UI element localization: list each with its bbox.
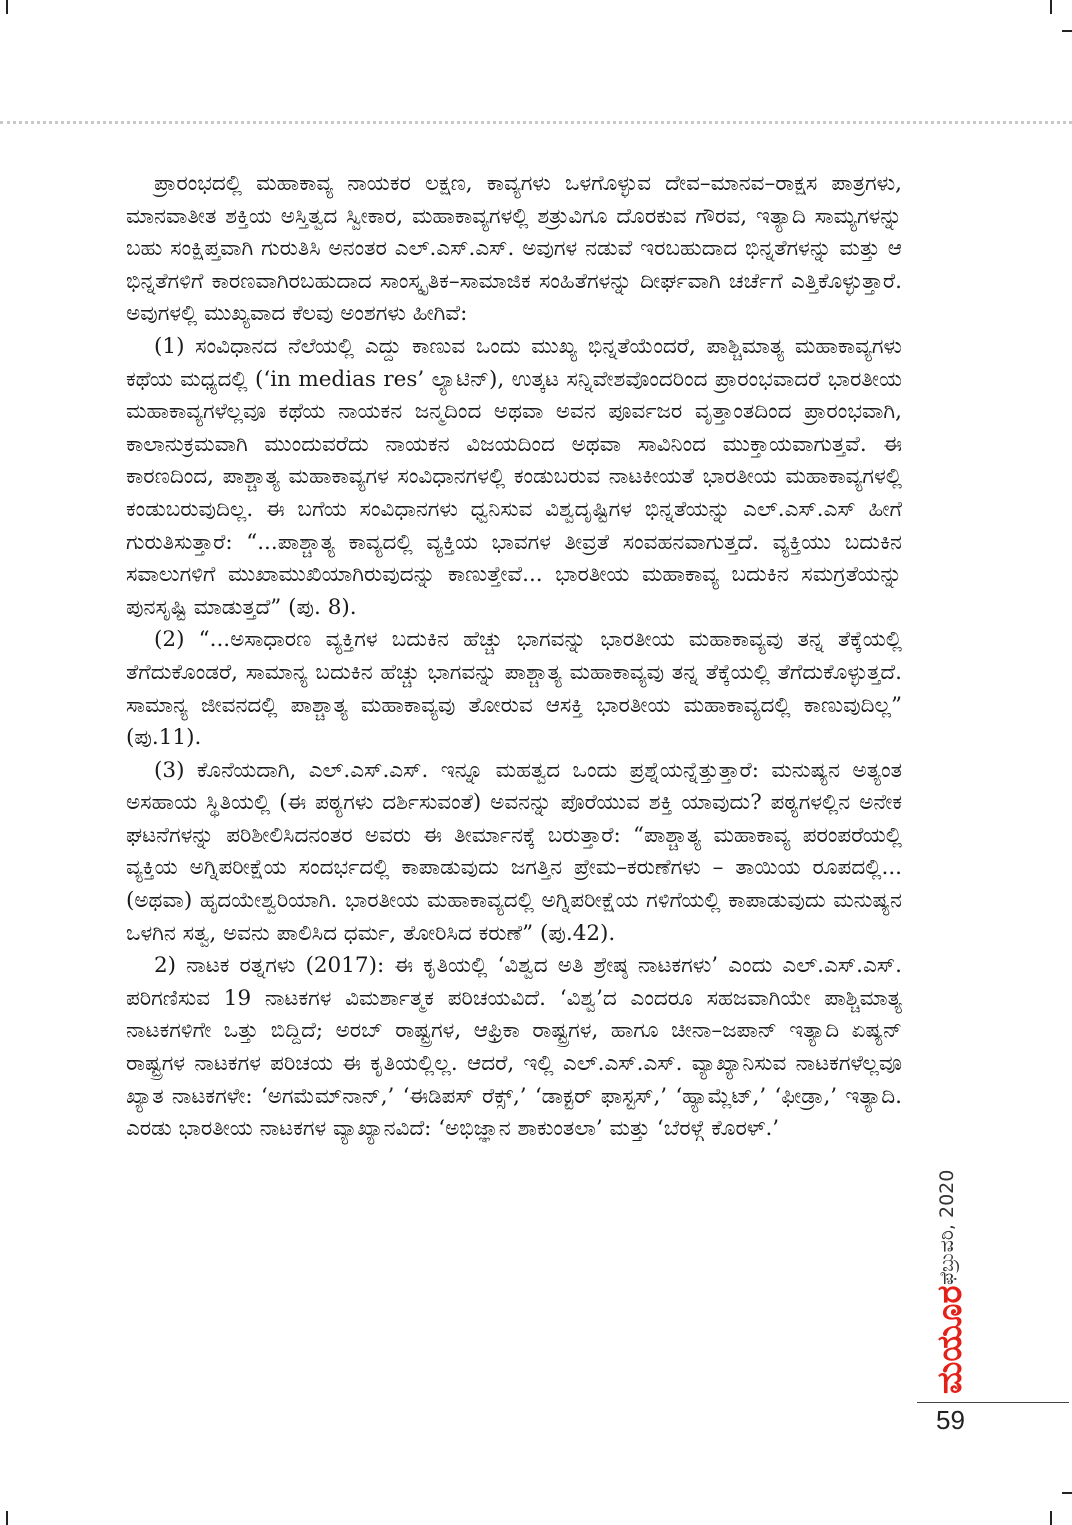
folio-rule: [917, 1402, 1069, 1403]
crop-mark-top-left: [6, 0, 8, 14]
paragraph-point-2: (2) “...ಅಸಾಧಾರಣ ವ್ಯಕ್ತಿಗಳ ಬದುಕಿನ ಹೆಚ್ಚು ಭಾಗವನ್ನು ಭಾರತೀಯ ಮಹಾಕಾವ್ಯವು ತನ್ನ ತೆಕ್ಕೆಯಲ್ಲಿ ತೆಗೆದುಕೊಂಡರೆ, ಸಾಮಾನ್ಯ ಬದುಕಿನ ಹೆಚ್ಚು ಭಾಗವನ್ನು ಪಾಶ್ಚಾತ್ಯ ಮಹಾಕಾವ್ಯವು ತನ್ನ ತೆಕ್ಕೆಯಲ್ಲಿ ತೆಗೆದುಕೊಳ್ಳುತ್ತದೆ. ಸಾಮಾನ್ಯ ಜೀವನದಲ್ಲಿ ಪಾಶ್ಚಾತ್ಯ ಮಹಾಕಾವ್ಯವು ತೋರುವ ಆಸಕ್ತಿ ಭಾರತೀಯ ಮಹಾಕಾವ್ಯದಲ್ಲಿ ಕಾಣುವುದಿಲ್ಲ” (ಪು.11).: [126, 627, 902, 751]
crop-mark-top-right: [1050, 0, 1052, 14]
page-number: 59: [936, 1405, 965, 1435]
issue-date: ಫೆಬ್ರುವರಿ, 2020: [936, 1169, 958, 1285]
paragraph-point-1: (1) ಸಂವಿಧಾನದ ನೆಲೆಯಲ್ಲಿ ಎದ್ದು ಕಾಣುವ ಒಂದು ಮುಖ್ಯ ಭಿನ್ನತೆಯೆಂದರೆ, ಪಾಶ್ಚಿಮಾತ್ಯ ಮಹಾಕಾವ್ಯಗಳು ಕಥೆಯ ಮಧ್ಯದಲ್ಲಿ (‘in medias res’ ಲ್ಯಾಟಿನ್), ಉತ್ಕಟ ಸನ್ನಿವೇಶವೊಂದರಿಂದ ಪ್ರಾರಂಭವಾದರೆ ಭಾರತೀಯ ಮಹಾಕಾವ್ಯಗಳೆಲ್ಲವೂ ಕಥೆಯ ನಾಯಕನ ಜನ್ಮದಿಂದ ಅಥವಾ ಅವನ ಪೂರ್ವಜರ ವೃತ್ತಾಂತದಿಂದ ಪ್ರಾರಂಭವಾಗಿ, ಕಾಲಾನುಕ್ರಮವಾಗಿ ಮುಂದುವರೆದು ನಾಯಕನ ವಿಜಯದಿಂದ ಅಥವಾ ಸಾವಿನಿಂದ ಮುಕ್ತಾಯವಾಗುತ್ತವೆ. ಈ ಕಾರಣದಿಂದ, ಪಾಶ್ಚಾತ್ಯ ಮಹಾಕಾವ್ಯಗಳ ಸಂವಿಧಾನಗಳಲ್ಲಿ ಕಂಡುಬರುವ ನಾಟಕೀಯತೆ ಭಾರತೀಯ ಮಹಾಕಾವ್ಯಗಳಲ್ಲಿ ಕಂಡುಬರುವುದಿಲ್ಲ. ಈ ಬಗೆಯ ಸಂವಿಧಾನಗಳು ಧ್ವನಿಸುವ ವಿಶ್ವದೃಷ್ಟಿಗಳ ಭಿನ್ನತೆಯನ್ನು ಎಲ್.ಎಸ್.ಎಸ್ ಹೀಗೆ ಗುರುತಿಸುತ್ತಾರೆ: “...ಪಾಶ್ಚಾತ್ಯ ಕಾವ್ಯದಲ್ಲಿ ವ್ಯಕ್ತಿಯ ಭಾವಗಳ ತೀವ್ರತೆ ಸಂವಹನವಾಗುತ್ತದೆ. ವ್ಯಕ್ತಿಯು ಬದುಕಿನ ಸವಾಲುಗಳಿಗೆ ಮುಖಾಮುಖಿಯಾಗಿರುವುದನ್ನು ಕಾಣುತ್ತೇವೆ... ಭಾರತೀಯ ಮಹಾಕಾವ್ಯ ಬದುಕಿನ ಸಮಗ್ರತೆಯನ್ನು ಪುನಸೃಷ್ಟಿ ಮಾಡುತ್ತದೆ” (ಪು. 8).: [126, 333, 902, 620]
article-body: [126, 168, 902, 1146]
paragraph-intro: ಪ್ರಾರಂಭದಲ್ಲಿ ಮಹಾಕಾವ್ಯ ನಾಯಕರ ಲಕ್ಷಣ, ಕಾವ್ಯಗಳು ಒಳಗೊಳ್ಳುವ ದೇವ–ಮಾನವ–ರಾಕ್ಷಸ ಪಾತ್ರಗಳು, ಮಾನವಾತೀತ ಶಕ್ತಿಯ ಅಸ್ತಿತ್ವದ ಸ್ವೀಕಾರ, ಮಹಾಕಾವ್ಯಗಳಲ್ಲಿ ಶತ್ರುವಿಗೂ ದೊರಕುವ ಗೌರವ, ಇತ್ಯಾದಿ ಸಾಮ್ಯಗಳನ್ನು ಬಹು ಸಂಕ್ಷಿಪ್ತವಾಗಿ ಗುರುತಿಸಿ ಅನಂತರ ಎಲ್.ಎಸ್.ಎಸ್. ಅವುಗಳ ನಡುವೆ ಇರಬಹುದಾದ ಭಿನ್ನತೆಗಳನ್ನು ಮತ್ತು ಆ ಭಿನ್ನತೆಗಳಿಗೆ ಕಾರಣವಾಗಿರಬಹುದಾದ ಸಾಂಸ್ಕೃತಿಕ–ಸಾಮಾಜಿಕ ಸಂಹಿತೆಗಳನ್ನು ದೀರ್ಘವಾಗಿ ಚರ್ಚೆಗೆ ಎತ್ತಿಕೊಳ್ಳುತ್ತಾರೆ. ಅವುಗಳಲ್ಲಿ ಮುಖ್ಯವಾದ ಕೆಲವು ಅಂಶಗಳು ಹೀಗಿವೆ:: [126, 171, 902, 327]
paragraph-point-3: (3) ಕೊನೆಯದಾಗಿ, ಎಲ್.ಎಸ್.ಎಸ್. ಇನ್ನೂ ಮಹತ್ವದ ಒಂದು ಪ್ರಶ್ನೆಯನ್ನೆತ್ತುತ್ತಾರೆ: ಮನುಷ್ಯನ ಅತ್ಯಂತ ಅಸಹಾಯ ಸ್ಥಿತಿಯಲ್ಲಿ (ಈ ಪಠ್ಯಗಳು ದರ್ಶಿಸುವಂತೆ) ಅವನನ್ನು ಪೊರೆಯುವ ಶಕ್ತಿ ಯಾವುದು? ಪಠ್ಯಗಳಲ್ಲಿನ ಅನೇಕ ಘಟನೆಗಳನ್ನು ಪರಿಶೀಲಿಸಿದನಂತರ ಅವರು ಈ ತೀರ್ಮಾನಕ್ಕೆ ಬರುತ್ತಾರೆ: “ಪಾಶ್ಚಾತ್ಯ ಮಹಾಕಾವ್ಯ ಪರಂಪರೆಯಲ್ಲಿ ವ್ಯಕ್ತಿಯ ಅಗ್ನಿಪರೀಕ್ಷೆಯ ಸಂದರ್ಭದಲ್ಲಿ ಕಾಪಾಡುವುದು ಜಗತ್ತಿನ ಪ್ರೇಮ–ಕರುಣೆಗಳು – ತಾಯಿಯ ರೂಪದಲ್ಲಿ... (ಅಥವಾ) ಹೃದಯೇಶ್ವರಿಯಾಗಿ. ಭಾರತೀಯ ಮಹಾಕಾವ್ಯದಲ್ಲಿ ಅಗ್ನಿಪರೀಕ್ಷೆಯ ಗಳಿಗೆಯಲ್ಲಿ ಕಾಪಾಡುವುದು ಮನುಷ್ಯನ ಒಳಗಿನ ಸತ್ವ, ಅವನು ಪಾಲಿಸಿದ ಧರ್ಮ, ತೋರಿಸಿದ ಕರುಣೆ” (ಪು.42).: [126, 757, 902, 946]
paragraph-nataka-ratnagalu: 2) ನಾಟಕ ರತ್ನಗಳು (2017): ಈ ಕೃತಿಯಲ್ಲಿ ‘ವಿಶ್ವದ ಅತಿ ಶ್ರೇಷ್ಠ ನಾಟಕಗಳು’ ಎಂದು ಎಲ್.ಎಸ್.ಎಸ್. ಪರಿಗಣಿಸುವ 19 ನಾಟಕಗಳ ವಿಮರ್ಶಾತ್ಮಕ ಪರಿಚಯವಿದೆ. ‘ವಿಶ್ವ’ದ ಎಂದರೂ ಸಹಜವಾಗಿಯೇ ಪಾಶ್ಚಿಮಾತ್ಯ ನಾಟಕಗಳಿಗೇ ಒತ್ತು ಬಿದ್ದಿದೆ; ಅರಬ್ ರಾಷ್ಟ್ರಗಳ, ಆಫ್ರಿಕಾ ರಾಷ್ಟ್ರಗಳ, ಹಾಗೂ ಚೀನಾ–ಜಪಾನ್ ಇತ್ಯಾದಿ ಏಷ್ಯನ್ ರಾಷ್ಟ್ರಗಳ ನಾಟಕಗಳ ಪರಿಚಯ ಈ ಕೃತಿಯಲ್ಲಿಲ್ಲ. ಆದರೆ, ಇಲ್ಲಿ ಎಲ್.ಎಸ್.ಎಸ್. ವ್ಯಾಖ್ಯಾನಿಸುವ ನಾಟಕಗಳೆಲ್ಲವೂ ಖ್ಯಾತ ನಾಟಕಗಳೇ: ‘ಅಗಮೆಮ್‌ನಾನ್,’ ‘ಈಡಿಪಸ್ ರೆಕ್ಸ್,’ ‘ಡಾಕ್ಟರ್ ಫಾಸ್ಟಸ್,’ ‘ಹ್ಯಾಮ್ಲೆಟ್,’ ‘ಫೀಡ್ರಾ,’ ಇತ್ಯಾದಿ. ಎರಡು ಭಾರತೀಯ ನಾಟಕಗಳ ವ್ಯಾಖ್ಯಾನವಿದೆ: ‘ಅಭಿಜ್ಞಾನ ಶಾಕುಂತಲಾ’ ಮತ್ತು ‘ಬೆರಳ್ಗೆ ಕೊರಳ್.’: [126, 953, 902, 1142]
crop-mark-bottom-left: [6, 1511, 8, 1525]
crop-mark-right-bottom: [1062, 1492, 1072, 1494]
magazine-logo: ಮಯೂರ: [930, 1285, 970, 1394]
crop-mark-right-top: [1062, 30, 1072, 32]
crop-mark-bottom-right: [1050, 1511, 1052, 1525]
header-dotted-rule: [0, 121, 1072, 124]
